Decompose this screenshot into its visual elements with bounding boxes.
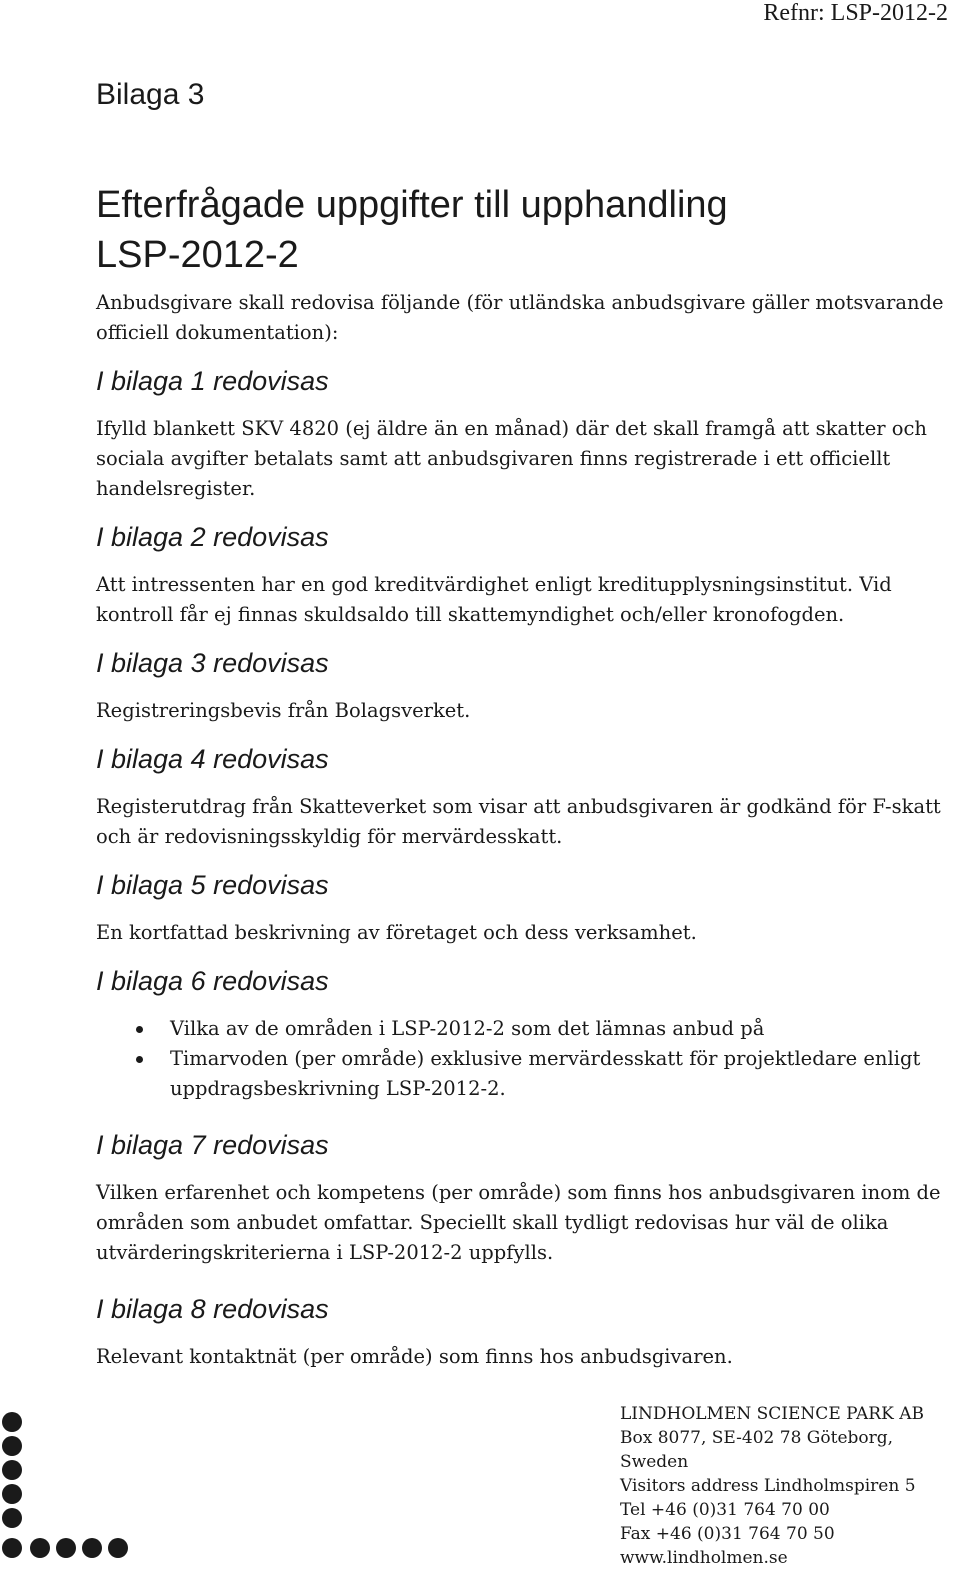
dot-icon bbox=[30, 1538, 50, 1558]
bullet-icon bbox=[136, 1026, 143, 1033]
section-heading: I bilaga 8 redovisas bbox=[96, 1294, 329, 1324]
website-link[interactable]: www.lindholmen.se bbox=[620, 1548, 788, 1568]
title-line-1: Efterfrågade uppgifter till upphandling bbox=[96, 184, 728, 226]
document-body bbox=[96, 288, 946, 1388]
dot-icon bbox=[82, 1538, 102, 1558]
section-heading: I bilaga 4 redovisas bbox=[96, 744, 329, 774]
section-text: Att intressenten har en god kreditvärdighet enligt kreditupplysningsinstitut. Vid kontroll får ej finnas skuldsaldo till skattemyndighet och/eller kronofogden. bbox=[96, 573, 892, 626]
list-item bbox=[96, 1014, 946, 1044]
country: Sweden bbox=[620, 1452, 689, 1472]
section-heading: I bilaga 1 redovisas bbox=[96, 366, 329, 396]
section-text: En kortfattad beskrivning av företaget och dess verksamhet. bbox=[96, 921, 697, 944]
dot-icon bbox=[2, 1460, 22, 1480]
reference-number: Refnr: LSP-2012-2 bbox=[763, 0, 948, 26]
section-text: Relevant kontaktnät (per område) som finns hos anbudsgivaren. bbox=[96, 1345, 733, 1368]
section-text: Registerutdrag från Skatteverket som visar att anbudsgivaren är godkänd för F-skatt och är redovisningsskyldig för mervärdesskatt. bbox=[96, 795, 941, 848]
section-heading: I bilaga 7 redovisas bbox=[96, 1130, 329, 1160]
dot-icon bbox=[2, 1484, 22, 1504]
section-heading: I bilaga 2 redovisas bbox=[96, 522, 329, 552]
phone-number: Tel +46 (0)31 764 70 00 bbox=[620, 1500, 830, 1520]
fax-number: Fax +46 (0)31 764 70 50 bbox=[620, 1524, 835, 1544]
section-text: Registreringsbevis från Bolagsverket. bbox=[96, 699, 471, 722]
visitors-address: Visitors address Lindholmspiren 5 bbox=[620, 1476, 916, 1496]
dot-icon bbox=[2, 1508, 22, 1528]
attachment-label: Bilaga 3 bbox=[96, 78, 205, 111]
list-item-text: Vilka av de områden i LSP-2012-2 som det lämnas anbud på bbox=[170, 1017, 765, 1040]
section-text: Ifylld blankett SKV 4820 (ej äldre än en månad) där det skall framgå att skatter och sociala avgifter betalats samt att anbudsgivaren finns registrerade i ett officiellt handelsregister. bbox=[96, 417, 927, 500]
list-item-text: Timarvoden (per område) exklusive mervärdesskatt för projektledare enligt uppdragsbeskrivning LSP-2012-2. bbox=[170, 1047, 921, 1100]
company-footer bbox=[620, 1402, 924, 1570]
bullet-list bbox=[96, 1014, 946, 1104]
section-text: Vilken erfarenhet och kompetens (per område) som finns hos anbudsgivaren inom de områden som anbudet omfattar. Speciellt skall tydligt redovisas hur väl de olika utvärderingskriterierna i LSP-2012-2 uppfylls. bbox=[96, 1181, 941, 1264]
bullet-icon bbox=[136, 1056, 143, 1063]
intro-text: Anbudsgivare skall redovisa följande (för utländska anbudsgivare gäller motsvarande officiell dokumentation): bbox=[96, 291, 944, 344]
dot-icon bbox=[2, 1436, 22, 1456]
section-heading: I bilaga 3 redovisas bbox=[96, 648, 329, 678]
logo-dots bbox=[0, 1412, 140, 1572]
postal-address: Box 8077, SE-402 78 Göteborg, bbox=[620, 1428, 894, 1448]
title-line-2: LSP-2012-2 bbox=[96, 234, 299, 276]
dot-icon bbox=[108, 1538, 128, 1558]
dot-icon bbox=[2, 1412, 22, 1432]
dot-icon bbox=[2, 1538, 22, 1558]
section-heading: I bilaga 5 redovisas bbox=[96, 870, 329, 900]
dot-icon bbox=[56, 1538, 76, 1558]
company-name: LINDHOLMEN SCIENCE PARK AB bbox=[620, 1404, 924, 1424]
list-item bbox=[96, 1044, 946, 1104]
section-heading: I bilaga 6 redovisas bbox=[96, 966, 329, 996]
page-title bbox=[96, 180, 728, 280]
